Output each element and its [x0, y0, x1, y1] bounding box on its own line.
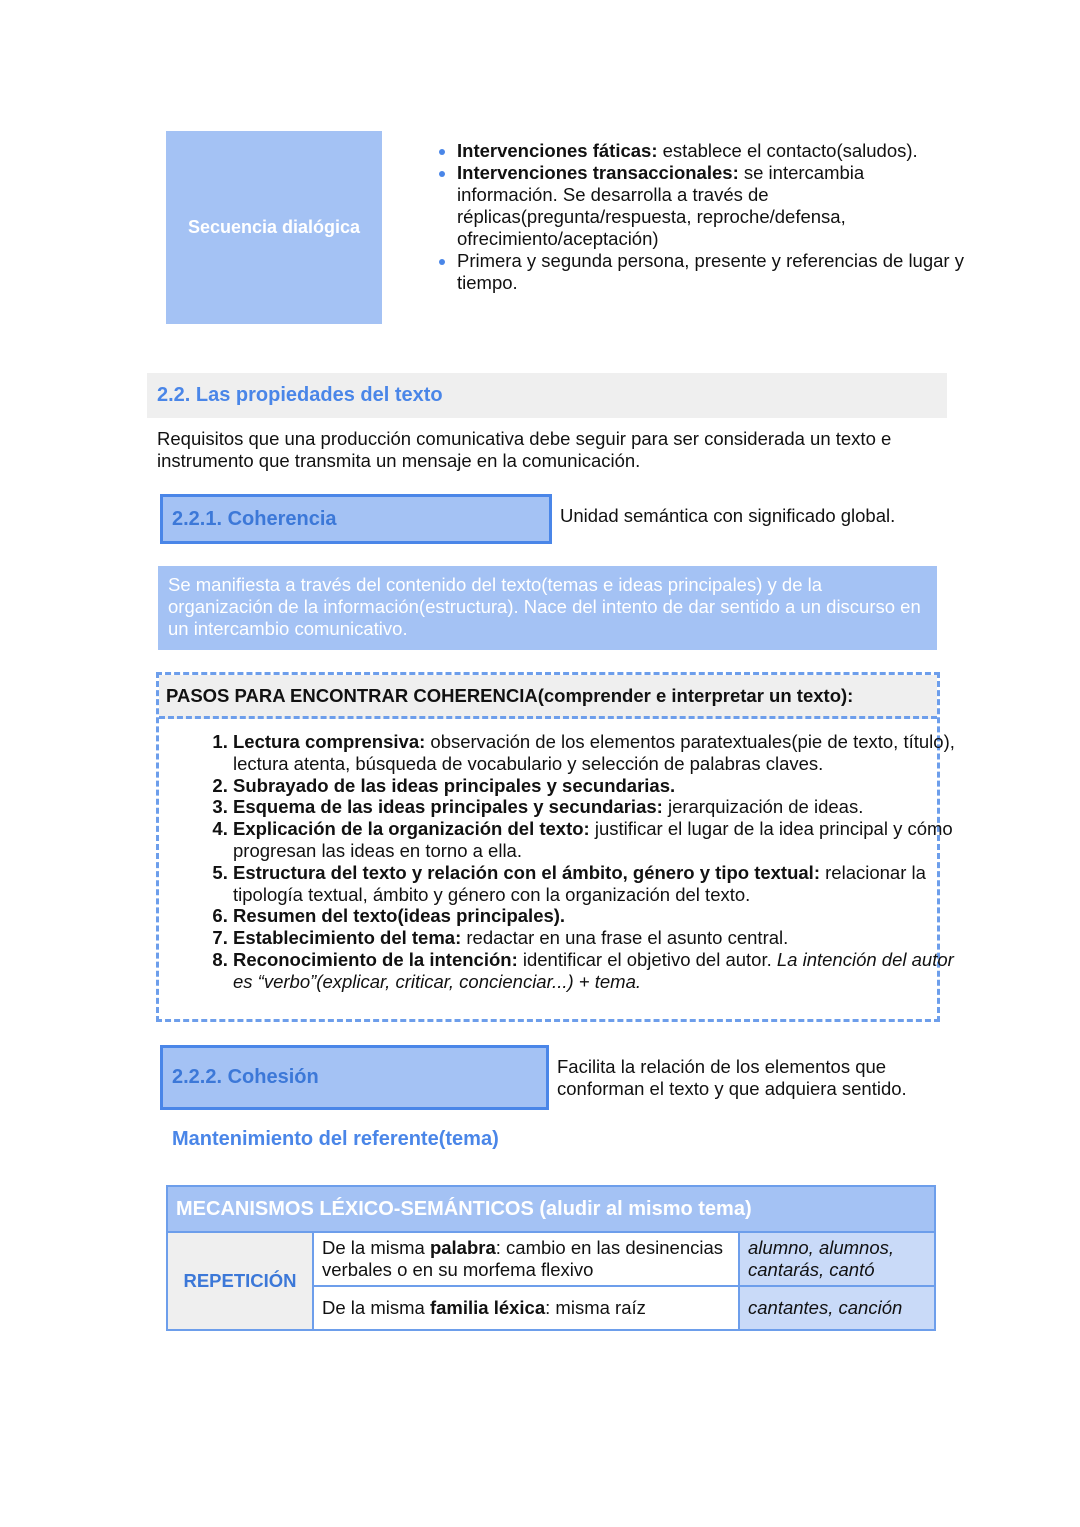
list-item: 2. Subrayado de las ideas principales y secundarias. [233, 775, 963, 797]
table-cell: De la misma palabra: cambio en las desinencias verbales o en su morfema flexivo [313, 1232, 739, 1286]
coherencia-definition: Unidad semántica con significado global. [560, 505, 896, 526]
secuencia-label: Secuencia dialógica [166, 131, 382, 324]
cohesion-heading: 2.2.2. Cohesión [160, 1045, 549, 1110]
list-item: 8. Reconocimiento de la intención: identificar el objetivo del autor. La intención del autor es “verbo”(explicar, criticar, concienciar...) + tema. [233, 949, 963, 993]
pasos-title: PASOS PARA ENCONTRAR COHERENCIA(comprender e interpretar un texto): [159, 675, 937, 719]
table-cell: De la misma familia léxica: misma raíz [313, 1286, 739, 1330]
list-item: 6. Resumen del texto(ideas principales). [233, 905, 963, 927]
cohesion-definition: Facilita la relación de los elementos que conforman el texto y que adquiera sentido. [557, 1056, 907, 1099]
section-heading: 2.2. Las propiedades del texto [147, 373, 947, 418]
example-cell: alumno, alumnos, cantarás, cantó [739, 1232, 935, 1286]
coherencia-detail: Se manifiesta a través del contenido del texto(temas e ideas principales) y de la organización de la información(estructura). Nace del intento de dar sentido a un discurso en un intercambio comunicativo. [158, 566, 937, 650]
table-header: MECANISMOS LÉXICO-SEMÁNTICOS (aludir al mismo tema) [167, 1186, 935, 1232]
pasos-box [156, 672, 955, 1022]
table-row [167, 1232, 935, 1286]
list-item: • Primera y segunda persona, presente y referencias de lugar y tiempo. [457, 250, 967, 294]
list-item: 5. Estructura del texto y relación con el ámbito, género y tipo textual: relacionar la tipología textual, ámbito y género con la organización del texto. [233, 862, 963, 906]
list-item: 7. Establecimiento del tema: redactar en una frase el asunto central. [233, 927, 963, 949]
mecanismos-table [166, 1185, 936, 1331]
coherencia-heading: 2.2.1. Coherencia [160, 494, 552, 544]
list-item: 1. Lectura comprensiva: observación de los elementos paratextuales(pie de texto, título), lectura atenta, búsqueda de vocabulario y selección de palabras claves. [233, 731, 963, 775]
cohesion-subtitle: Mantenimiento del referente(tema) [172, 1128, 499, 1150]
list-item: • Intervenciones transaccionales: se intercambia información. Se desarrolla a través de réplicas(pregunta/respuesta, reproche/defensa, ofrecimiento/aceptación) [457, 162, 967, 250]
secuencia-bullets [428, 140, 967, 294]
row-label: REPETICIÓN [167, 1232, 313, 1330]
pasos-list [199, 731, 963, 993]
list-item: 4. Explicación de la organización del texto: justificar el lugar de la idea principal y cómo progresan las ideas en torno a ella. [233, 818, 963, 862]
list-item: 3. Esquema de las ideas principales y secundarias: jerarquización de ideas. [233, 796, 963, 818]
section-intro: Requisitos que una producción comunicativa debe seguir para ser considerada un texto e instrumento que transmita un mensaje en la comunicación. [157, 428, 892, 471]
example-cell: cantantes, canción [739, 1286, 935, 1330]
list-item: • Intervenciones fáticas: establece el contacto(saludos). [457, 140, 967, 162]
